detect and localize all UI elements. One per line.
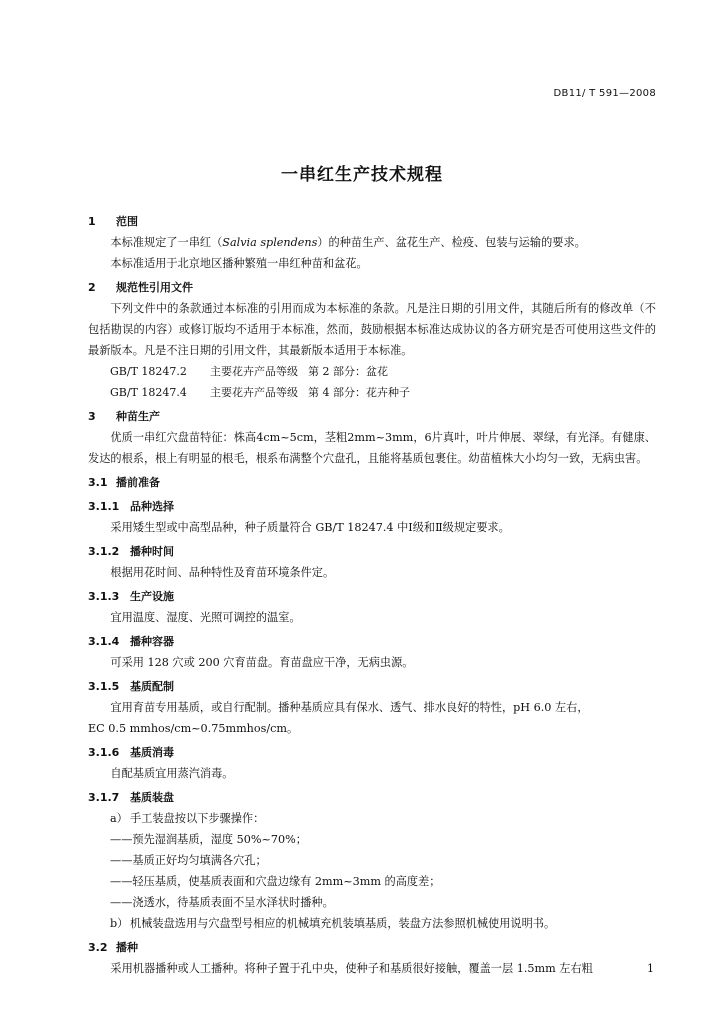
reference-code: GB/T 18247.2 — [110, 365, 187, 378]
section-heading-1 — [88, 211, 656, 232]
list-item-b — [88, 913, 656, 934]
subsection-heading-3-1-5 — [88, 676, 656, 697]
subsection-heading-3-1-6 — [88, 742, 656, 763]
scope-paragraph-2: 本标准适用于北京地区播种繁殖一串红种苗和盆花。 — [110, 257, 368, 270]
subsection-heading-3-2 — [88, 937, 656, 958]
reference-part: 第 4 部分：花卉种子 — [308, 386, 410, 399]
latin-name: Salvia splendens — [222, 236, 318, 249]
step-item: ——基质正好均匀填满各穴孔； — [110, 854, 267, 867]
list-item-a — [88, 808, 656, 829]
section-number: 1 — [88, 215, 96, 228]
section-number: 3.1.7 — [88, 791, 120, 804]
section-title: 规范性引用文件 — [116, 281, 193, 294]
variety-text: 采用矮生型或中高型品种，种子质量符合 GB/T 18247.4 中Ⅰ级和Ⅱ级规定要求。 — [110, 521, 510, 534]
section-number: 3.1.4 — [88, 635, 120, 648]
scope-paragraph-1 — [88, 232, 656, 253]
section-number: 3.2 — [88, 941, 108, 954]
reference-item — [88, 361, 656, 382]
section-number: 3.1.5 — [88, 680, 120, 693]
section-title: 播前准备 — [116, 476, 160, 489]
section-number: 3.1.2 — [88, 545, 120, 558]
section-number: 3.1 — [88, 476, 108, 489]
list-text: 手工装盘按以下步骤操作： — [130, 812, 265, 825]
disinfection-text: 自配基质宜用蒸汽消毒。 — [110, 767, 234, 780]
section-number: 3.1.3 — [88, 590, 120, 603]
section-title: 播种 — [116, 941, 138, 954]
substrate-text-line-1: 宜用育苗专用基质，或自行配制。播种基质应具有保水、透气、排水良好的特性，pH 6.0 左右， — [110, 701, 589, 714]
step-item: ——浇透水，待基质表面不呈水泽状时播种。 — [110, 896, 334, 909]
section-heading-3 — [88, 406, 656, 427]
subsection-heading-3-1-1 — [88, 496, 656, 517]
section-title: 播种时间 — [130, 545, 174, 558]
section-number: 3 — [88, 410, 96, 423]
section-number: 3.1.6 — [88, 746, 120, 759]
reference-item — [88, 382, 656, 403]
text-run: 本标准规定了一串红（ — [110, 236, 223, 249]
section-title: 基质配制 — [130, 680, 174, 693]
subsection-heading-3-1-2 — [88, 541, 656, 562]
standard-code: DB11/ T 591—2008 — [553, 88, 656, 99]
substrate-text-line-2: EC 0.5 mmhos/cm~0.75mmhos/cm。 — [88, 722, 299, 735]
subsection-heading-3-1-3 — [88, 586, 656, 607]
section-heading-2 — [88, 277, 656, 298]
sowing-text: 采用机器播种或人工播种。将种子置于孔中央，使种子和基质很好接触，覆盖一层 1.5mm 左右粗 — [110, 962, 593, 975]
section-title: 基质装盘 — [130, 791, 174, 804]
reference-name: 主要花卉产品等级 — [210, 386, 298, 399]
container-text: 可采用 128 穴或 200 穴育苗盘。育苗盘应干净，无病虫源。 — [110, 656, 414, 669]
reference-part: 第 2 部分：盆花 — [308, 365, 388, 378]
step-item: ——预先湿润基质，湿度 50%~70%； — [110, 833, 307, 846]
list-label: a） — [110, 812, 128, 825]
subsection-heading-3-1-7 — [88, 787, 656, 808]
section-title: 播种容器 — [130, 635, 174, 648]
sowing-time-text: 根据用花时间、品种特性及育苗环境条件定。 — [110, 566, 335, 579]
document-body — [88, 208, 656, 979]
reference-name: 主要花卉产品等级 — [210, 365, 298, 378]
seedling-paragraph: 优质一串红穴盘苗特征：株高4cm~5cm，茎粗2mm~3mm，6片真叶，叶片伸展、翠绿，有光泽。有健康、发达的根系，根上有明显的根毛，根系布满整个穴盘孔，且能将基质包裹住。幼苗植株大小均匀一致，无病虫害。 — [88, 431, 656, 465]
section-number: 2 — [88, 281, 96, 294]
document-title: 一串红生产技术规程 — [281, 165, 443, 185]
list-label: b） — [110, 917, 129, 930]
reference-code: GB/T 18247.4 — [110, 386, 187, 399]
subsection-heading-3-1-4 — [88, 631, 656, 652]
section-title: 基质消毒 — [130, 746, 174, 759]
section-title: 范围 — [116, 215, 138, 228]
section-title: 生产设施 — [130, 590, 174, 603]
section-title: 种苗生产 — [116, 410, 160, 423]
section-number: 3.1.1 — [88, 500, 120, 513]
facility-text: 宜用温度、湿度、光照可调控的温室。 — [110, 611, 301, 624]
step-item: ——轻压基质，使基质表面和穴盘边缘有 2mm~3mm 的高度差； — [110, 875, 441, 888]
text-run: ）的种苗生产、盆花生产、检疫、包装与运输的要求。 — [317, 236, 586, 249]
references-paragraph: 下列文件中的条款通过本标准的引用而成为本标准的条款。凡是注日期的引用文件，其随后所有的修改单（不包括勘误的内容）或修订版均不适用于本标准，然而，鼓励根据本标准达成协议的各方研究是否可使用这些文件的最新版本。凡是不注日期的引用文件，其最新版本适用于本标准。 — [88, 302, 656, 357]
section-title: 品种选择 — [130, 500, 174, 513]
page-number: 1 — [647, 962, 654, 975]
subsection-heading-3-1 — [88, 472, 656, 493]
list-text: 机械装盘选用与穴盘型号相应的机械填充机装填基质，装盘方法参照机械使用说明书。 — [130, 917, 556, 930]
